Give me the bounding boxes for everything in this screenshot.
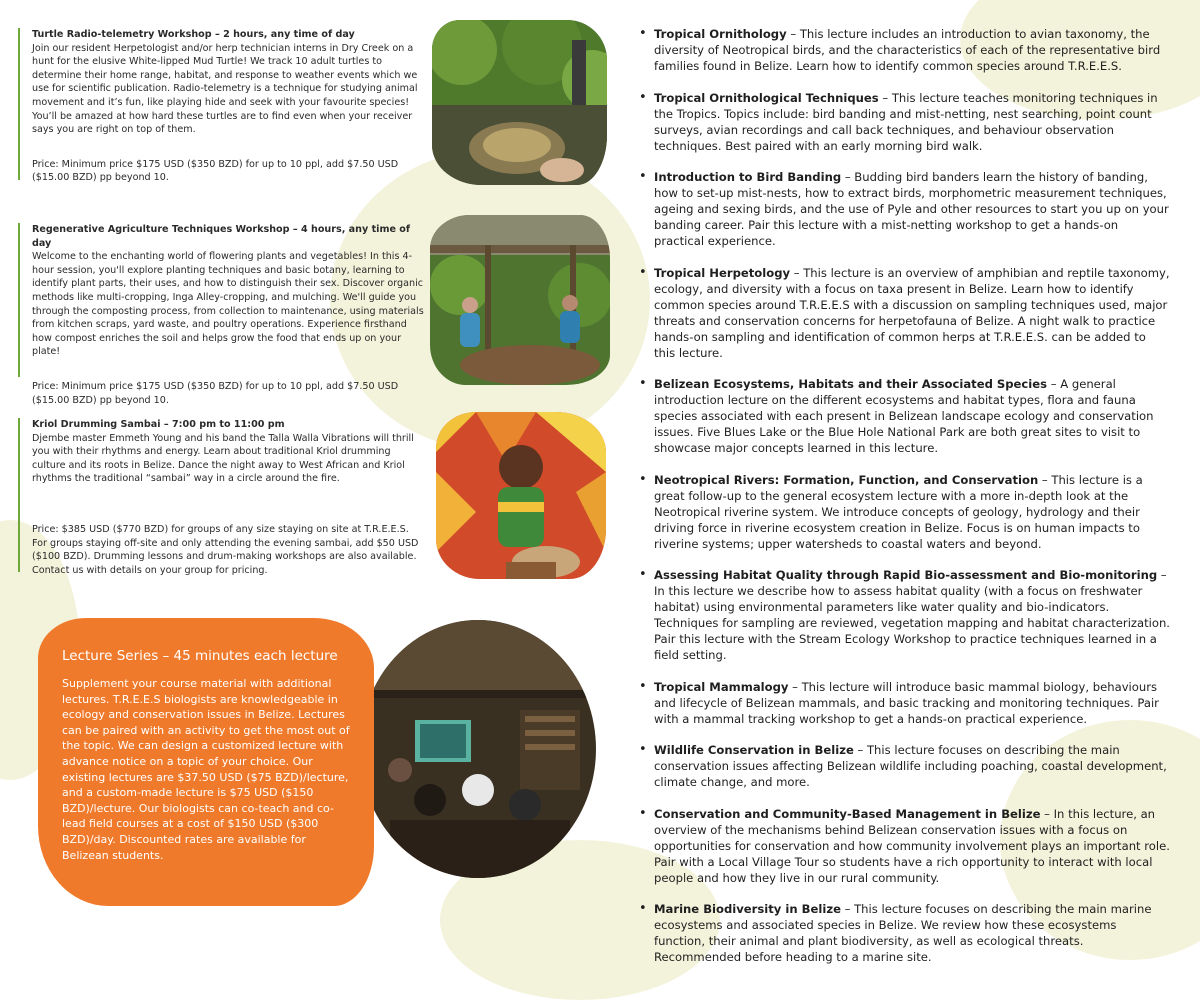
lecture-description: – This lecture focuses on describing the main marine ecosystems and associated species in Belize. We review how these ecosystems function, their animal and plant biodiversity, as well as ecological threats. Recommended before heading to a marine site. [654,902,1152,964]
drumming-photo [436,412,606,579]
workshop-title: Kriol Drumming Sambai – 7:00 pm to 11:00 pm [32,419,285,430]
lecture-list [640,26,1170,981]
lecture-description: – A general introduction lecture on the different ecosystems and habitat types, flora and fauna species associated with each present in Belizean landscape ecology and conservation issues. Five Blues Lake or the Blue Hole National Park are both great sites to visit to showcase major concepts learned in this lecture. [654,377,1154,455]
workshop-regenerative-agriculture [18,223,424,406]
lecture-series-title: Lecture Series – 45 minutes each lecture [62,648,338,664]
list-item [640,26,1170,74]
lecture-title: Wildlife Conservation in Belize [654,743,854,757]
lecture-room-photo [360,620,596,878]
lecture-title: Tropical Mammalogy [654,679,789,694]
lecture-description: – This lecture teaches monitoring techniques in the Tropics. Topics include: bird banding and mist-netting, nest searching, point count surveys, avian recordings and call back techniques, and behaviour observation techniques. Best paired with an early morning bird walk. [654,90,1158,153]
lecture-title: Tropical Ornithological Techniques [654,90,879,105]
lecture-series-box [38,618,374,906]
lecture-title: Belizean Ecosystems, Habitats and their Associated Species [654,377,1048,391]
workshop-description: Welcome to the enchanting world of flowering plants and vegetables! In this 4-hour session, you'll explore planting techniques and basic botany, learning to identify plant parts, their uses, and how to distinguish their sex. Discover organic methods like multi-cropping, Inga Alley-cropping, and mulching. We'll guide you through the composting process, from collection to maintenance, using materials from kitchen scraps, yard waste, and poultry operations. Experience firsthand how compost enriches the soil and helps grow the food that ends up on your plate! [32,251,424,358]
turtle-telemetry-photo [432,20,607,185]
list-item [640,679,1170,727]
list-item [640,90,1170,154]
lecture-description: – This lecture focuses on describing the main conservation issues affecting Belizean wildlife including poaching, coastal development, climate change, and more. [654,743,1167,789]
list-item [640,742,1170,790]
lecture-description: – This lecture will introduce basic mammal biology, behaviours and lifecycle of Belizean mammals, and basic tracking and monitoring techniques. Pair with a mammal tracking workshop to get a hands-on practical experience. [654,679,1159,726]
lecture-title: Neotropical Rivers: Formation, Function, and Conservation [654,472,1039,487]
lecture-description: – This lecture includes an introduction to avian taxonomy, the diversity of Neotropical birds, and the characteristics of each of the representative bird families found in Belize. Learn how to identify common species around T.R.E.E.S. [654,27,1161,73]
list-item [640,472,1170,552]
workshop-price: Price: Minimum price $175 USD ($350 BZD) for up to 10 ppl, add $7.50 USD ($15.00 BZD) pp beyond 10. [32,380,399,406]
workshop-turtle-telemetry [18,28,422,184]
lecture-description: – Budding bird banders learn the history of banding, how to set-up mist-nests, how to extract birds, morphometric measurement techniques, ageing and sexing birds, and the use of Pyle and other resources to start you up on your banding career. Pair this lecture with a mist-netting workshop to get a hands-on practical experience. [654,170,1169,248]
lecture-description: – In this lecture we describe how to assess habitat quality (with a focus on freshwater habitat) using environmental parameters like water quality and bio-indicators. Techniques for sampling are reviewed, vegetation mapping and habitat characterization. Pair this lecture with the Stream Ecology Workshop to practice techniques learned in a field setting. [654,568,1170,662]
workshop-description: Djembe master Emmeth Young and his band the Talla Walla Vibrations will thrill you with their rhythms and energy. Learn about traditional Kriol drumming culture and its roots in Belize. Dance the night away to West African and Kriol rhythms the traditional “sambai” way in a circle around the fire. [32,432,414,485]
list-item [640,806,1170,886]
lecture-title: Marine Biodiversity in Belize [654,902,841,916]
lecture-title: Tropical Herpetology [654,265,791,280]
list-item [640,567,1170,663]
workshop-description: Join our resident Herpetologist and/or herp technician interns in Dry Creek on a hunt for the elusive White-lipped Mud Turtle! We track 10 adult turtles to determine their home range, habitat, and response to weather events which we use for scientific publication. Radio-telemetry is a technique for studying animal movement and it’s fun, like playing hide and seek with your favourite species! You’ll be amazed at how hard these turtles are to find even when your receiver says you are right on top of them. [32,42,418,136]
lecture-title: Tropical Ornithology [654,27,787,41]
agriculture-photo [430,215,610,385]
list-item [640,265,1170,361]
workshop-kriol-drumming [18,418,422,576]
lecture-description: – This lecture is an overview of amphibian and reptile taxonomy, ecology, and diversity with a focus on taxa present in Belize. Learn how to identify common species around T.R.E.E.S with a discussion on sampling techniques used, major threats and conservation concerns for herpetofauna of Belize. A night walk to practice hands-on sampling and identification of common herps at T.R.E.E.S. can be added to this lecture. [654,265,1170,360]
workshop-title: Turtle Radio-telemetry Workshop – 2 hours, any time of day [32,29,355,40]
lecture-description: – In this lecture, an overview of the mechanisms behind Belizean conservation issues with a focus on opportunities for conservation and how community involvement plays an important role. Pair with a Local Village Tour so students have a rich opportunity to interact with local people and how they live in our rural community. [654,806,1170,885]
lecture-series-description: Supplement your course material with additional lectures. T.R.E.E.S biologists are knowledgeable in ecology and conservation issues in Belize. Lectures can be paired with an activity to get the most out of the topic. We can design a customized lecture with advance notice on a topic of your choice. Our existing lectures are $37.50 USD ($75 BZD)/lecture, and a custom-made lecture is $75 USD ($150 BZD)/lecture. Our biologists can co-teach and co-lead field courses at a cost of $150 USD ($300 BZD)/day. Discounted rates are available for Belizean students. [62,677,350,862]
lecture-title: Introduction to Bird Banding [654,170,842,184]
left-panel [0,0,612,927]
lecture-title: Assessing Habitat Quality through Rapid Bio-assessment and Bio-monitoring [654,568,1158,582]
lecture-title: Conservation and Community-Based Management in Belize [654,806,1041,821]
list-item [640,901,1170,965]
workshop-title: Regenerative Agriculture Techniques Workshop – 4 hours, any time of day [32,224,411,249]
list-item [640,169,1170,249]
lecture-description: – This lecture is a great follow-up to the general ecosystem lecture with a more in-depth look at the Neotropical riverine system. We introduce concepts of geology, hydrology and their driving force in riverine ecosystem creation in Belize. Focus is on human impacts to riverine systems; upper watersheds to coastal waters and beyond. [654,472,1143,551]
workshop-price: Price: Minimum price $175 USD ($350 BZD) for up to 10 ppl, add $7.50 USD ($15.00 BZD) pp beyond 10. [32,158,399,184]
workshop-price: Price: $385 USD ($770 BZD) for groups of any size staying on site at T.R.E.E.S. For groups staying off-site and only attending the evening sambai, add $50 USD ($100 BZD). Drumming lessons and drum-making workshops are also available. Contact us with details on your group for pricing. [32,523,419,576]
list-item [640,376,1170,456]
